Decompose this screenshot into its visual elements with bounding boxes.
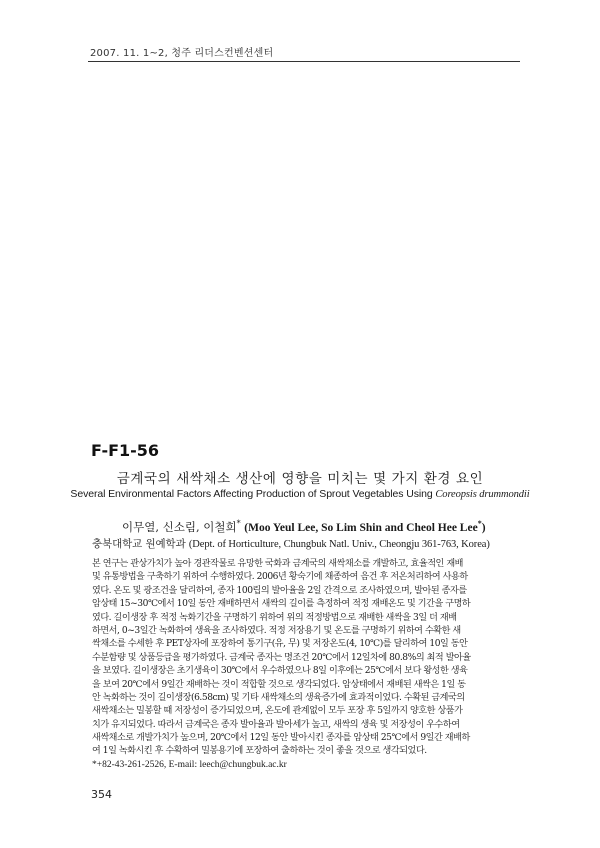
authors-english bbox=[244, 519, 486, 534]
abstract-line: 수분함량 및 상품등급을 평가하였다. 금계국 종자는 명조건 20℃에서 12일차에 80.8%의 최적 발아율 bbox=[92, 652, 471, 663]
page-number: 354 bbox=[91, 788, 112, 801]
corresponding-mark-en: * bbox=[477, 519, 482, 529]
title-english-species: Coreopsis drummondii bbox=[435, 489, 530, 500]
abstract-line: 암상태 15~30℃에서 10일 동안 재배하면서 새싹의 길이를 측정하여 적정 재배온도 및 기간을 구명하 bbox=[92, 599, 471, 610]
authors-korean: 이무열, 신소림, 이철희 bbox=[122, 520, 237, 534]
title-english-main: Several Environmental Factors Affecting Production of Sprout Vegetables Using bbox=[70, 488, 436, 500]
abstract-line: 새싹채소는 밀봉할 때 저장성이 증가되었으며, 온도에 관계없이 모두 포장 후 5일까지 양호한 상품가 bbox=[92, 706, 463, 717]
abstract-line: 을 보였다. 길이생장은 초기생육이 30℃에서 우수하였으나 8일 이후에는 25℃에서 보다 왕성한 생육 bbox=[92, 666, 468, 677]
title-korean: 금계국의 새싹채소 생산에 영향을 미치는 몇 가지 환경 요인 bbox=[116, 471, 484, 487]
affiliation-korean: 충북대학교 원예학과 bbox=[92, 538, 189, 550]
abstract-line: 하면서, 0~3일간 녹화하여 생육을 조사하였다. 적정 저장용기 및 온도를 구명하기 위하여 수확한 새 bbox=[92, 625, 461, 636]
abstract-body bbox=[92, 558, 516, 772]
abstract-line: 본 연구는 관상가치가 높아 경관작물로 유망한 국화과 금계국의 새싹채소를 개발하고, 효율적인 재배 bbox=[92, 559, 464, 569]
affiliation bbox=[92, 536, 490, 551]
title-english bbox=[0, 488, 600, 500]
conference-header: 2007. 11. 1~2, 청주 리더스컨벤션센터 bbox=[90, 48, 274, 59]
affiliation-english: (Dept. of Horticulture, Chungbuk Natl. Univ., Cheongju 361-763, Korea) bbox=[188, 539, 490, 550]
abstract-line: 새싹채소로 개발가치가 높으며, 20℃에서 12일 동안 발아시킨 종자를 암상태 25℃에서 9일간 재배하 bbox=[92, 733, 470, 744]
abstract-line: 치가 유지되었다. 따라서 금계국은 종자 발아율과 발아세가 높고, 새싹의 생육 및 저장성이 우수하여 bbox=[92, 719, 460, 730]
abstract-line: 여 1일 녹화시킨 후 수확하여 밀봉용기에 포장하여 출하하는 것이 좋을 것으로 생각되었다. bbox=[92, 746, 427, 757]
paper-code: F-F1-56 bbox=[91, 441, 160, 460]
abstract-line: 안 녹화하는 것이 길이생장(6.58cm) 및 기타 새싹채소의 생육증가에 효과적이었다. 수확된 금계국의 bbox=[92, 692, 465, 703]
abstract-line: 였다. 길이생장 후 적정 녹화기간을 구명하기 위하여 위의 적정방법으로 재배한 새싹을 3일 더 재배 bbox=[92, 612, 457, 623]
abstract-line: 및 유통방법을 구축하기 위하여 수행하였다. 2006년 황숙기에 채종하여 음건 후 저온처리하여 사용하 bbox=[92, 572, 468, 583]
abstract-lines bbox=[92, 558, 516, 759]
header-rule bbox=[88, 61, 520, 62]
author-line bbox=[122, 519, 486, 535]
abstract-line: 싹채소를 수세한 후 PET상자에 포장하여 통기구(유, 무) 및 저장온도(4, 10℃)를 달리하여 10일 동안 bbox=[92, 639, 468, 650]
contact-info: *+82-43-261-2526, E-mail: leech@chungbuk.ac.kr bbox=[92, 759, 287, 770]
abstract-line: 을 보여 20℃에서 9일간 재배하는 것이 적합할 것으로 생각되었다. 암상태에서 재배된 새싹은 1일 동 bbox=[92, 679, 466, 690]
authors-english-close: ) bbox=[481, 522, 486, 534]
corresponding-mark: * bbox=[236, 519, 241, 529]
authors-english-names: (Moo Yeul Lee, So Lim Shin and Cheol Hee Lee bbox=[244, 522, 478, 534]
abstract-line: 였다. 온도 및 광조건을 달리하여, 종자 100립의 발아율을 2일 간격으로 조사하였으며, 발아된 종자를 bbox=[92, 585, 467, 596]
